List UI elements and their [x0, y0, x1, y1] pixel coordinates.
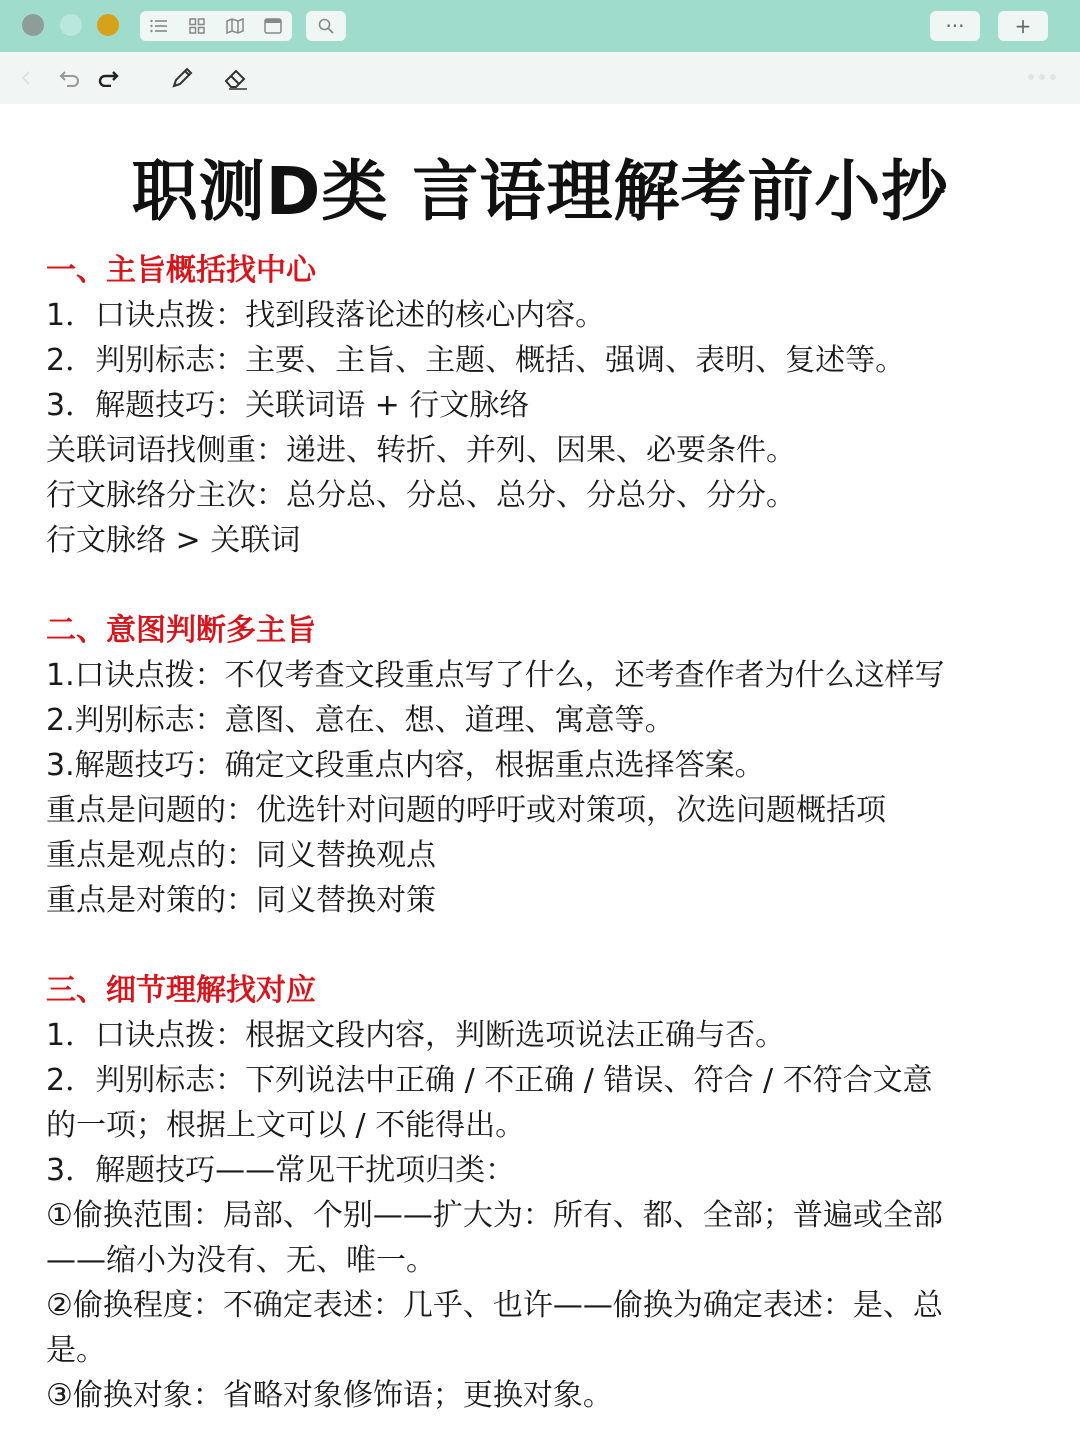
eraser-icon[interactable] — [222, 64, 250, 92]
body-line: 行文脉络分主次：总分总、分总、总分、分总分、分分。 — [46, 478, 796, 513]
more-dots-icon[interactable] — [1028, 74, 1056, 80]
back-icon[interactable] — [12, 64, 40, 92]
body-line: 2．判别标志：主要、主旨、主题、概括、强调、表明、复述等。 — [46, 343, 906, 378]
section-heading: 三、细节理解找对应 — [46, 973, 316, 1008]
body-line: 2．判别标志：下列说法中正确 / 不正确 / 错误、符合 / 不符合文意 — [46, 1063, 933, 1098]
more-button[interactable]: ··· — [930, 11, 980, 41]
body-line: ③偷换对象：省略对象修饰语；更换对象。 — [46, 1378, 613, 1413]
editor-toolbar — [0, 52, 1080, 104]
body-line: 的一项；根据上文可以 / 不能得出。 — [46, 1108, 526, 1143]
layout-icon[interactable] — [258, 14, 288, 38]
body-line: 是。 — [46, 1333, 106, 1368]
search-button[interactable] — [306, 11, 346, 41]
section-spacer — [46, 923, 1046, 968]
close-window-button[interactable] — [22, 14, 44, 36]
body-line: 3．解题技巧——常见干扰项归类： — [46, 1153, 516, 1188]
pen-icon[interactable] — [168, 64, 196, 92]
minimize-window-button[interactable] — [60, 14, 82, 36]
page-title: 职测D类 言语理解考前小抄 — [131, 153, 949, 230]
body-line: 关联词语找侧重：递进、转折、并列、因果、必要条件。 — [46, 433, 796, 468]
body-line: 行文脉络 > 关联词 — [46, 523, 301, 558]
body-line: 1.口诀点拨：不仅考查文段重点写了什么，还考查作者为什么这样写 — [46, 658, 945, 693]
body-line: ①偷换范围：局部、个别——扩大为：所有、都、全部；普遍或全部 — [46, 1198, 943, 1233]
body-line: 3．解题技巧：关联词语 + 行文脉络 — [46, 388, 530, 423]
zoom-window-button[interactable] — [97, 14, 119, 36]
redo-icon[interactable] — [94, 64, 122, 92]
section-spacer — [46, 563, 1046, 608]
search-icon — [318, 18, 334, 34]
list-icon[interactable] — [144, 14, 174, 38]
body-line: 重点是观点的：同义替换观点 — [46, 838, 436, 873]
body-line: ——缩小为没有、无、唯一。 — [46, 1243, 436, 1278]
body-line: 重点是问题的：优选针对问题的呼吁或对策项，次选问题概括项 — [46, 793, 886, 828]
section-heading: 二、意图判断多主旨 — [46, 613, 316, 648]
body-line: 重点是对策的：同义替换对策 — [46, 883, 436, 918]
body-line: 2.判别标志：意图、意在、想、道理、寓意等。 — [46, 703, 675, 738]
section-heading: 一、主旨概括找中心 — [46, 253, 316, 288]
body-line: 1．口诀点拨：找到段落论述的核心内容。 — [46, 298, 606, 333]
map-icon[interactable] — [220, 14, 250, 38]
add-button[interactable]: + — [998, 11, 1048, 41]
body-line: ②偷换程度：不确定表述：几乎、也许——偷换为确定表述：是、总 — [46, 1288, 943, 1323]
undo-icon[interactable] — [56, 64, 84, 92]
body-line: 1．口诀点拨：根据文段内容，判断选项说法正确与否。 — [46, 1018, 786, 1053]
window-titlebar — [0, 0, 1080, 52]
view-toolbar — [140, 11, 292, 41]
body-line: 3.解题技巧：确定文段重点内容，根据重点选择答案。 — [46, 748, 765, 783]
grid-icon[interactable] — [182, 14, 212, 38]
note-body — [46, 248, 1046, 1418]
